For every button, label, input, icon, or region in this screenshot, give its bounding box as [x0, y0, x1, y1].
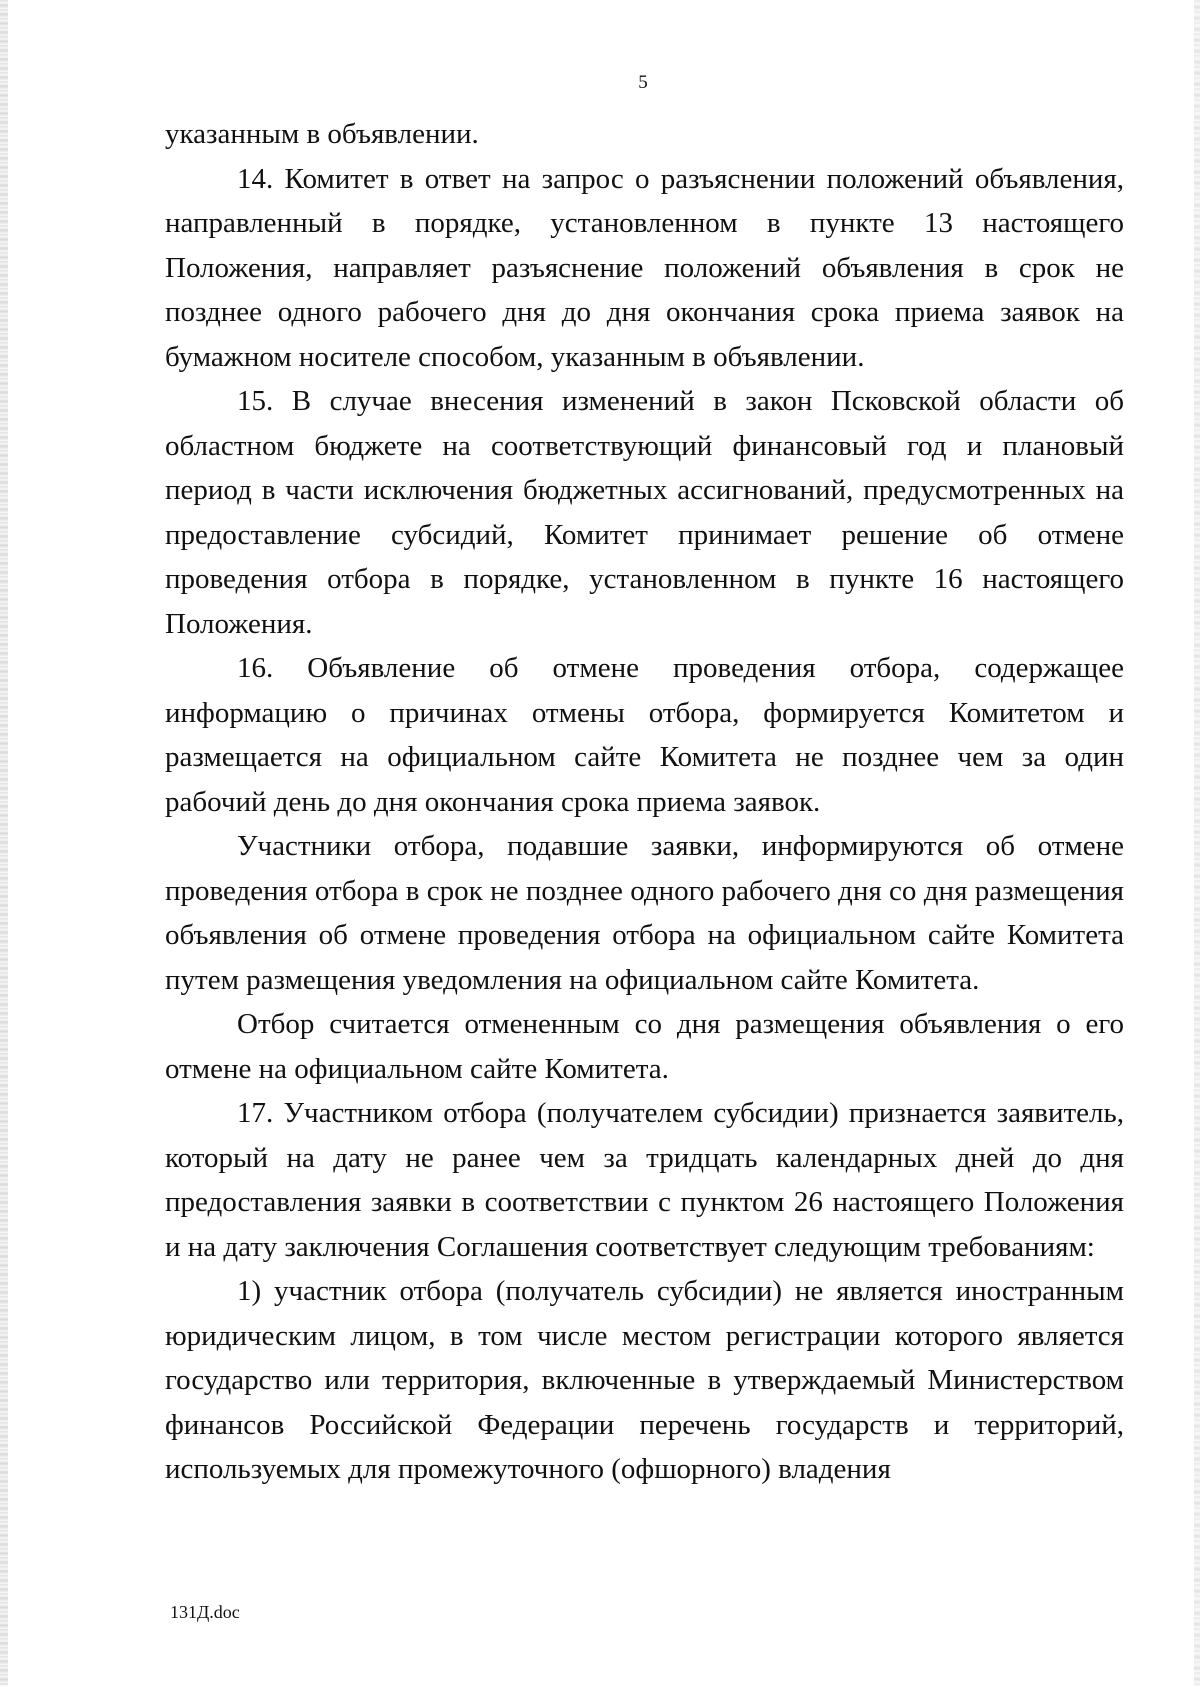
paragraph-continuation: указанным в объявлении.: [165, 118, 479, 150]
paragraph-participants-notice: Участники отбора, подавшие заявки, информируются об отмене проведения отбора в срок не позднее одного рабочего дня со дня размещения объявления об отмене проведения отбора на официальном сайте Комитета путем размещения уведомления на официальном сайте Комитета.: [165, 830, 1124, 996]
paragraph-requirement-1: 1) участник отбора (получатель субсидии) не является иностранным юридическим лицом, в том числе местом регистрации которого является государство или территория, включенные в утверждаемый Министерством финансов Российской Федерации перечень государств и территорий, используемых для промежуточного (офшорного) владения: [165, 1275, 1124, 1485]
paragraph-item-15: 15. В случае внесения изменений в закон Псковской области об областном бюджете на соответствующий финансовый год и плановый период в части исключения бюджетных ассигнований, предусмотренных на предоставление субсидий, Комитет принимает решение об отмене проведения отбора в порядке, установленном в пункте 16 настоящего Положения.: [165, 385, 1124, 640]
document-body: [165, 112, 1124, 1492]
footer-filename: 131Д.doc: [170, 1602, 240, 1622]
paragraph-item-14: 14. Комитет в ответ на запрос о разъяснении положений объявления, направленный в порядке, установленном в пункте 13 настоящего Положения, направляет разъяснение положений объявления в срок не позднее одного рабочего дня до дня окончания срока приема заявок на бумажном носителе способом, указанным в объявлении.: [165, 162, 1124, 373]
page-number: 5: [638, 72, 648, 93]
paragraph-item-16: 16. Объявление об отмене проведения отбора, содержащее информацию о причинах отмены отбора, формируется Комитетом и размещается на официальном сайте Комитета не позднее чем за один рабочий день до дня окончания срока приема заявок.: [165, 652, 1124, 818]
paragraph-cancellation-effective: Отбор считается отмененным со дня размещения объявления о его отмене на официальном сайте Комитета.: [165, 1008, 1124, 1085]
scan-edge-left: [0, 0, 8, 1686]
paragraph-item-17: 17. Участником отбора (получателем субсидии) признается заявитель, который на дату не ранее чем за тридцать календарных дней до дня предоставления заявки в соответствии с пунктом 26 настоящего Положения и на дату заключения Соглашения соответствует следующим требованиям:: [165, 1097, 1124, 1263]
scan-edge-right: [1194, 0, 1200, 1686]
